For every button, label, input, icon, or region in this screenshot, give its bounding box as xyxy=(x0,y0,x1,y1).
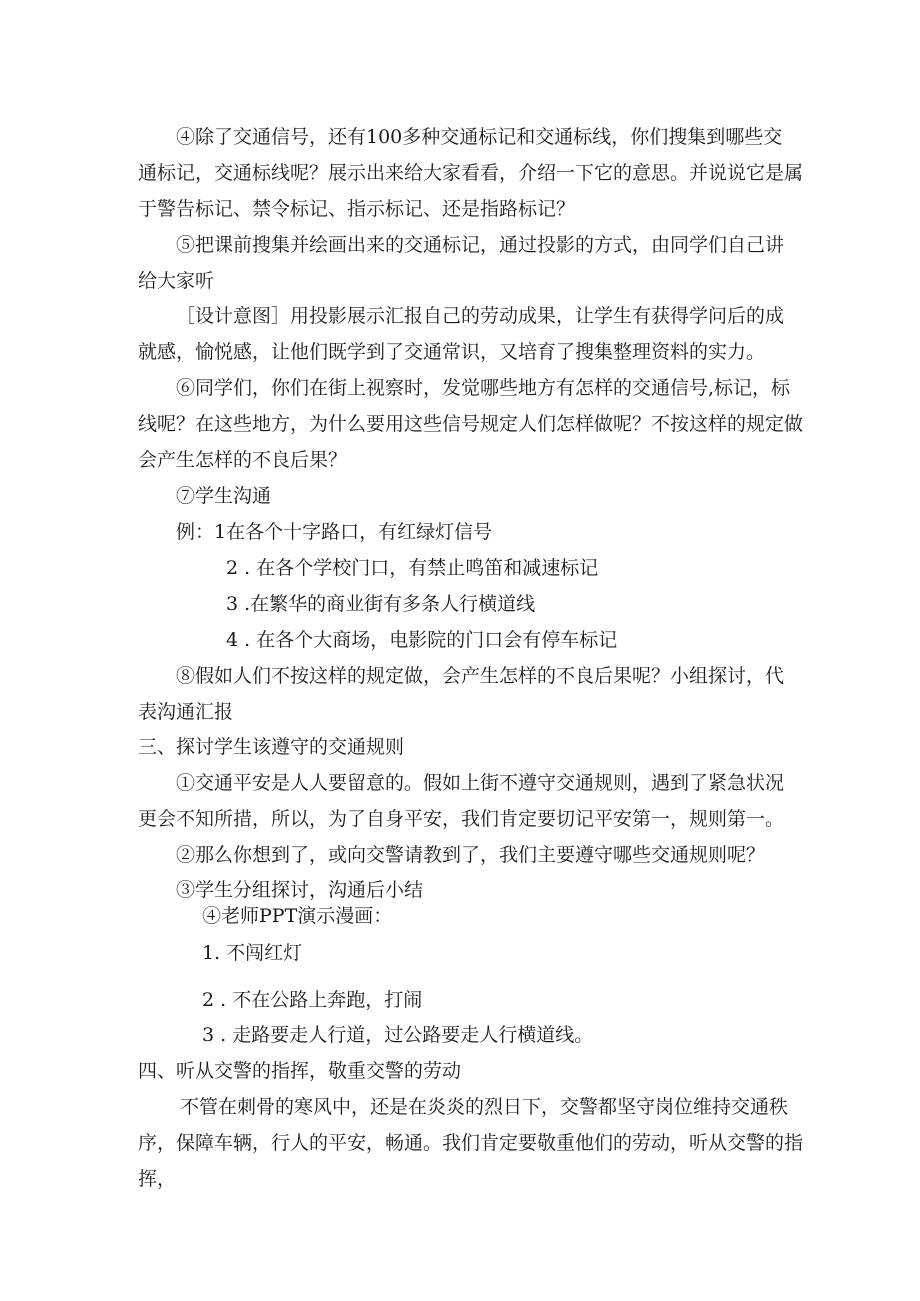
paragraph-line: ②那么你想到了，或向交警请教到了，我们主要遵守哪些交通规则呢？ xyxy=(176,844,766,866)
section-heading: 三、探讨学生该遵守的交通规则 xyxy=(138,736,405,758)
list-item: 3 .在繁华的商业街有多条人行横道线 xyxy=(226,593,536,615)
paragraph-line: 线呢？在这些地方，为什么要用这些信号规定人们怎样做呢？不按这样的规定做 xyxy=(138,413,804,435)
paragraph-line: 给大家听 xyxy=(138,270,215,292)
paragraph-line: 不管在刺骨的寒风中，还是在炎炎的烈日下，交警都坚守岗位维持交通秩 xyxy=(180,1096,789,1118)
paragraph-line: ⑥同学们，你们在街上视察时，发觉哪些地方有怎样的交通信号,标记，标 xyxy=(176,377,791,399)
list-item: 1. 不闯红灯 xyxy=(202,942,303,964)
paragraph-line: ①交通平安是人人要留意的。假如上街不遵守交通规则，遇到了紧急状况 xyxy=(176,772,785,794)
paragraph-line: ③学生分组探讨，沟通后小结 xyxy=(176,879,424,901)
paragraph-line: 更会不知所措，所以，为了自身平安，我们肯定要切记平安第一，规则第一。 xyxy=(138,808,785,830)
list-item: 4 . 在各个大商场，电影院的门口会有停车标记 xyxy=(226,629,618,651)
paragraph-line: ④老师PPT演示漫画： xyxy=(202,905,393,927)
paragraph-line: ⑧假如人们不按这样的规定做，会产生怎样的不良后果呢？小组探讨，代 xyxy=(176,665,785,687)
paragraph-line: 于警告标记、禁令标记、指示标记、还是指路标记？ xyxy=(138,198,576,220)
paragraph-line: 序，保障车辆，行人的平安，畅通。我们肯定要敬重他们的劳动，听从交警的指 xyxy=(138,1132,804,1154)
list-item: 2 . 在各个学校门口，有禁止鸣笛和减速标记 xyxy=(226,557,599,579)
list-item: 3 . 走路要走人行道，过公路要走人行横道线。 xyxy=(202,1024,594,1046)
paragraph-line: 会产生怎样的不良后果？ xyxy=(138,449,348,471)
paragraph-line: ⑦学生沟通 xyxy=(176,485,272,507)
list-item: 例：1在各个十字路口，有红绿灯信号 xyxy=(176,521,493,543)
paragraph-line: ④除了交通信号，还有100多种交通标记和交通标线，你们搜集到哪些交 xyxy=(176,126,783,148)
paragraph-line: 就感，愉悦感，让他们既学到了交通常识，又培育了搜集整理资料的实力。 xyxy=(138,341,766,363)
paragraph-line: ⑤把课前搜集并绘画出来的交通标记，通过投影的方式，由同学们自己讲 xyxy=(176,234,785,256)
section-heading: 四、听从交警的指挥，敬重交警的劳动 xyxy=(138,1060,462,1082)
paragraph-line: ［设计意图］用投影展示汇报自己的劳动成果，让学生有获得学问后的成 xyxy=(176,305,785,327)
paragraph-line: 挥， xyxy=(138,1168,177,1190)
paragraph-line: 通标记，交通标线呢？展示出来给大家看看，介绍一下它的意思。并说说它是属 xyxy=(138,162,804,184)
paragraph-line: 表沟通汇报 xyxy=(138,701,234,723)
list-item: 2 . 不在公路上奔跑，打闹 xyxy=(202,989,423,1011)
